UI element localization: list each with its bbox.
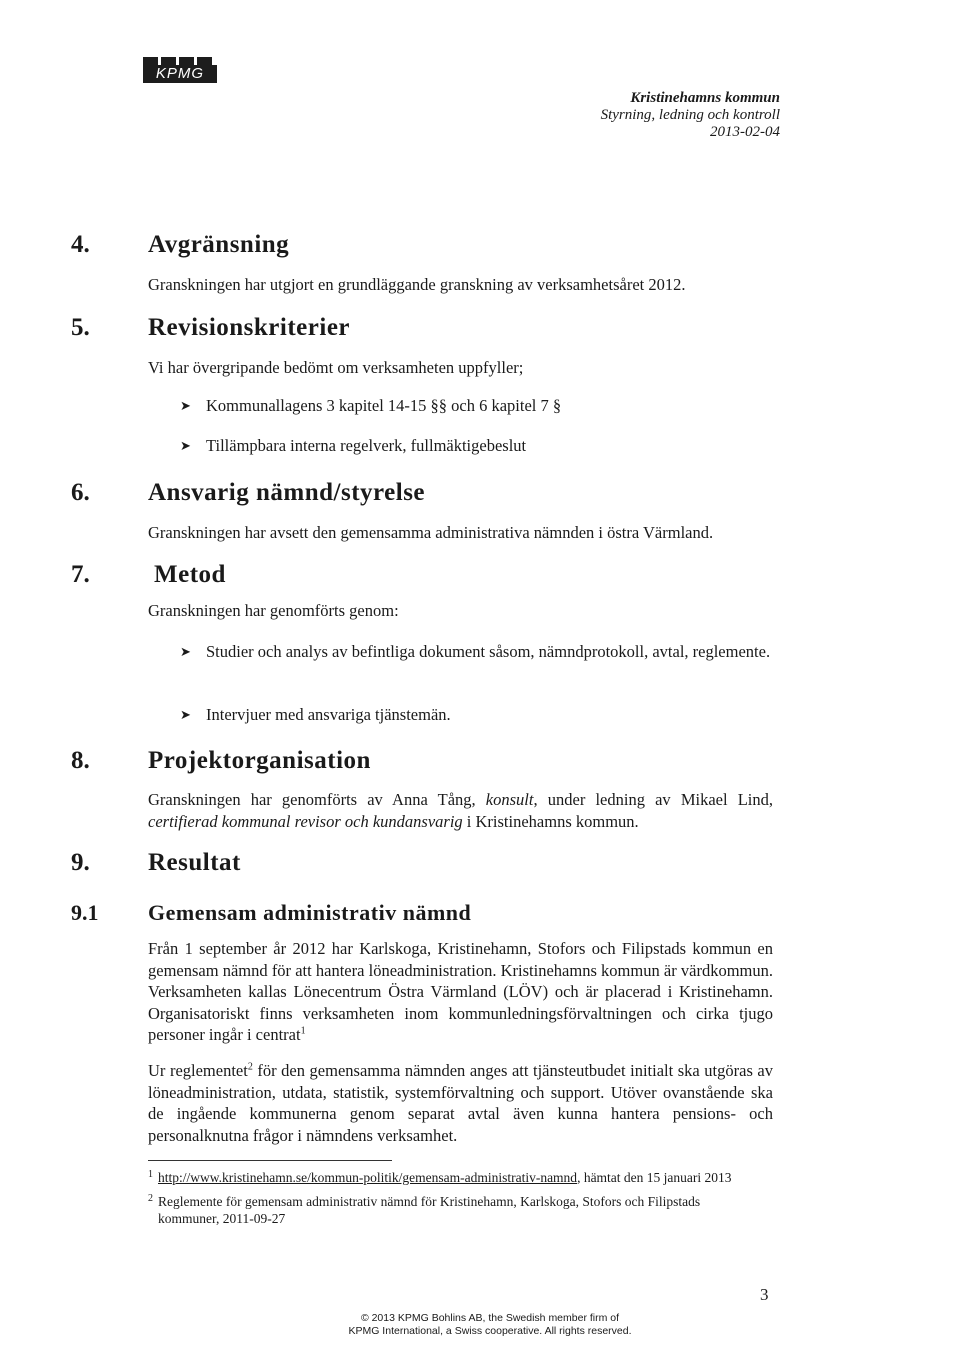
section-number: 6. [71,479,90,506]
section-title: Projektorganisation [148,747,371,774]
section-8-text: Granskningen har genomförts av Anna Tång, konsult, under ledning av Mikael Lind, certifierad kommunal revisor och kundansvarig i Kristinehamns kommun. [148,790,773,831]
bullet-text: Intervjuer med ansvariga tjänstemän. [206,705,451,724]
arrow-bullet-icon: ➤ [180,644,191,659]
section-number: 8. [71,747,90,774]
footnote-text: Reglemente för gemensam administrativ nämnd för Kristinehamn, Karlskoga, Stofors och Filipstads kommuner, 2011-09-27 [158,1194,701,1226]
document-page: KPMG Kristinehamns kommun Styrning, ledning och kontroll 2013-02-04 4. Avgränsning Granskningen har utgjort en grundläggande granskning av verksamhetsåret 2012. 5. Revisionskriterier Vi har övergripande bedömt om verksamheten uppfyller; ➤ Kommunallagens 3 kapitel 14-15 §§ och 6 kapitel 7 § ➤ Tillämpbara interna regelverk, fullmäktigebeslut 6. Ansvarig nämnd/styrelse Granskningen har avsett den gemensamma administrativa nämnden i östra Värmland. 7. Metod Granskningen har genomförts genom: ➤ Studier och analys av befintliga dokument såsom, nämndprotokoll, avtal, reglemente. ➤ Intervjuer med ansvariga tjänstemän. 8. Projektorganisation Granskningen har genomförts av Anna Tång, konsult, under ledning av Mikael Lind, certifierad kommunal revisor och kundansvarig i Kristinehamns kommun. 9. Resultat 9.1 Gemensam administrativ nämnd Från 1 september år 2012 har Karlskoga, Kristinehamn, Stofors och Filipstads kommun en gemensam nämnd för att hantera löneadministration. Kristinehamns kommun är värdkommun. Verksamheten kallas Lönecentrum Östra Värmland (LÖV) och är placerad i Kristinehamn. Organisatoriskt finns verksamheten inom kommunledningsförvaltningen och cirka tjugo personer ingår i centrat$^1$ Ur reglementet$^2$ för den gemensamma nämnden anges att tjänsteutbudet initialt ska utgöras av löneadministration, utdata, statistik, systemförvaltning och support. Utöver ovanstående ska de ingående kommunerna genom separat avtal även kunna hantera pensions- och personalknutna frågor i nämndens verksamhet. 1 http://www.kristinehamn.se/kommun-politik/gemensam-administrativ-namnd, hämtat den 15 januari 2013 2 Reglemente för gemensam administrativ nämnd för Kristinehamn, Karlskoga, Stofors och Filipstads kommuner, 2011-09-27 3 © 2013 KPMG Bohlins AB, the Swedish member firm of KPMG International, a Swiss cooperative. All rights reserved. [0,0,960,1358]
footnote-mark: 2 [148,1193,153,1204]
footnote-link[interactable]: http://www.kristinehamn.se/kommun-politik/gemensam-administrativ-namnd [158,1170,578,1185]
header-date: 2013-02-04 [710,124,780,140]
section-title: Ansvarig nämnd/styrelse [148,479,426,506]
arrow-bullet-icon: ➤ [180,398,191,413]
section-title: Resultat [148,849,241,876]
section-number: 4. [71,231,90,258]
section-7-text: Granskningen har genomförts genom: [148,601,399,620]
section-title: Metod [154,561,226,588]
kpmg-logo [143,57,217,83]
bullet-text: Studier och analys av befintliga dokument såsom, nämndprotokoll, avtal, reglemente. [206,642,771,661]
section-5-text: Vi har övergripande bedömt om verksamheten uppfyller; [148,358,524,377]
footer-line: KPMG International, a Swiss cooperative. All rights reserved. [348,1325,632,1337]
section-9-1-paragraph-2: Ur reglementet$^2$ för den gemensamma nämnden anges att tjänsteutbudet initialt ska utgöras av löneadministration, utdata, statistik, systemförvaltning och support. Utöver ovanstående ska de ingående kommunerna genom separat avtal även kunna hantera pensions- och personalknutna frågor i nämndens verksamhet. [148,1061,773,1145]
arrow-bullet-icon: ➤ [180,438,191,453]
section-title: Gemensam administrativ nämnd [148,900,472,925]
section-4-text: Granskningen har utgjort en grundläggande granskning av verksamhetsåret 2012. [148,275,686,294]
footer-line: © 2013 KPMG Bohlins AB, the Swedish member firm of [360,1312,620,1324]
section-number: 5. [71,314,90,341]
page-number: 3 [760,1285,769,1304]
section-6-text: Granskningen har avsett den gemensamma administrativa nämnden i östra Värmland. [148,523,714,542]
header-report-title: Styrning, ledning och kontroll [600,107,780,123]
section-9-1-paragraph-1: Från 1 september år 2012 har Karlskoga, Kristinehamn, Stofors och Filipstads kommun en gemensam nämnd för att hantera löneadministration. Kristinehamns kommun är värdkommun. Verksamheten kallas Lönecentrum Östra Värmland (LÖV) och är placerad i Kristinehamn. Organisatoriskt finns verksamheten inom kommunledningsförvaltningen och cirka tjugo personer ingår i centrat$^1$ [148,939,773,1044]
page-header [601,90,780,141]
bullet-text: Tillämpbara interna regelverk, fullmäktigebeslut [206,436,527,455]
section-number: 9. [71,849,90,876]
section-title: Avgränsning [148,231,290,258]
footnote-separator [148,1160,392,1161]
page-footer [300,1312,680,1338]
section-number: 9.1 [71,900,99,925]
bullet-text: Kommunallagens 3 kapitel 14-15 §§ och 6 kapitel 7 § [206,396,562,415]
section-number: 7. [71,561,90,588]
logo-text: KPMG [143,65,217,83]
footnote-mark: 1 [148,1169,153,1180]
arrow-bullet-icon: ➤ [180,707,191,722]
section-title: Revisionskriterier [148,314,351,341]
header-organization: Kristinehamns kommun [630,90,780,106]
